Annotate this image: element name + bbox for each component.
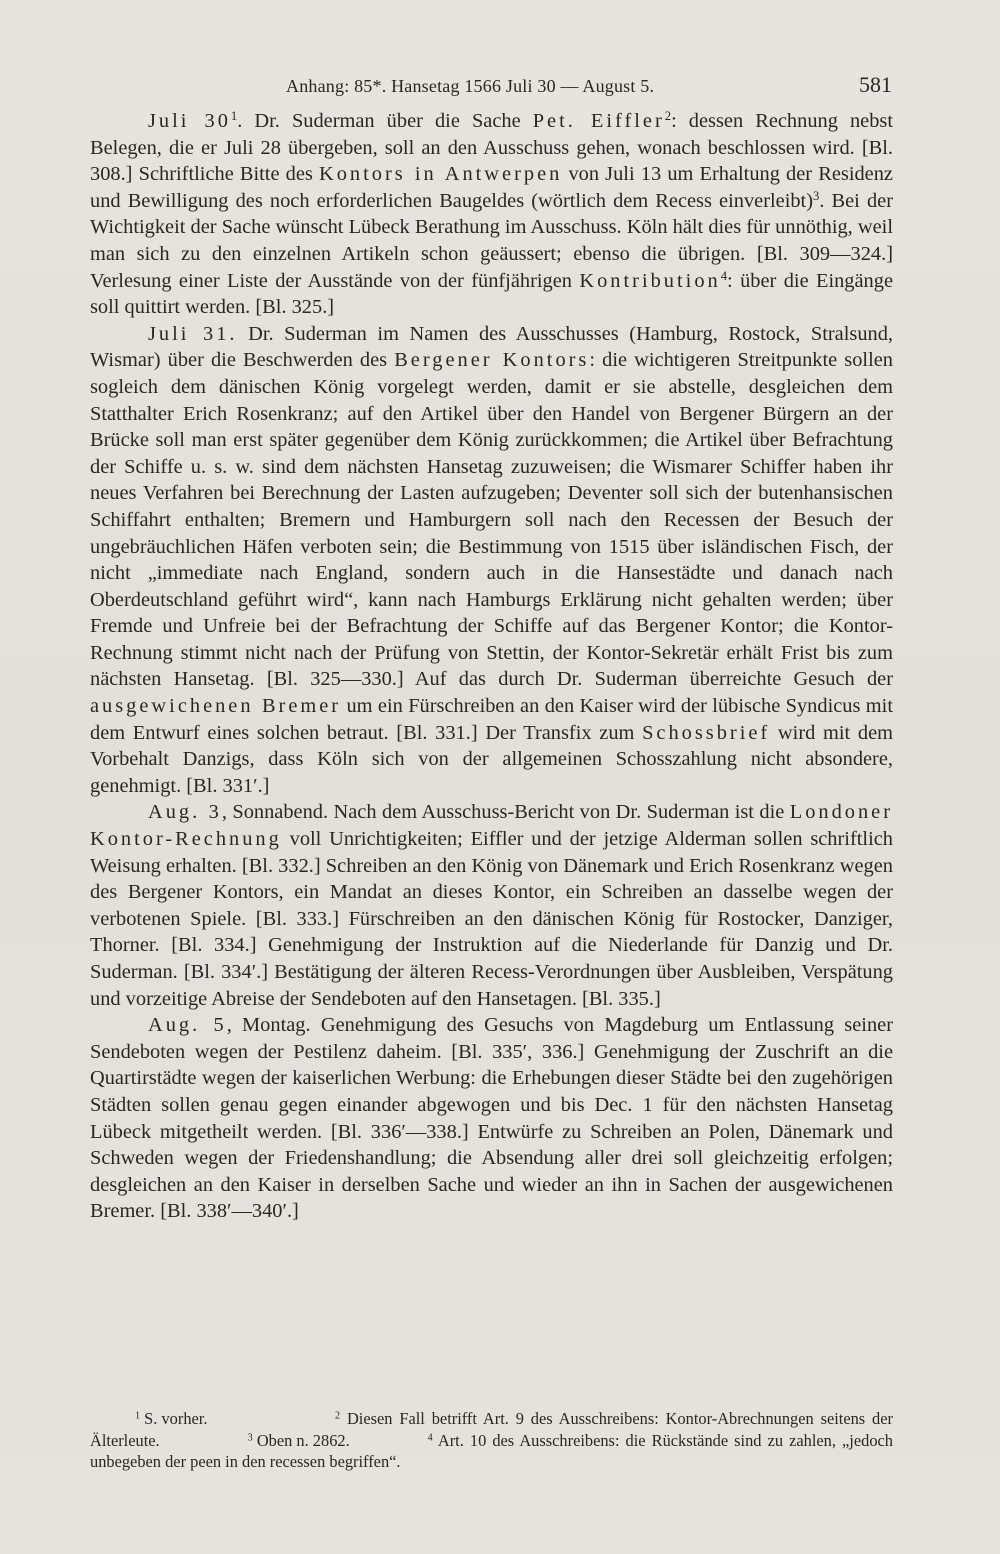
footnote-ref: 3 (813, 188, 820, 203)
paragraph-text: : die wichtigeren Streitpunkte sollen sogleich dem dänischen König vorgelegt werden, damit er sie abstelle, desgleichen dem Statthalter Erich Rosenkranz; auf den Artikel über den Handel von Bergener Bürgern an der Brücke soll man erst später gegenüber dem König zurückkommen; die Artikel über Befrachtung der Schiffe u. s. w. sind dem nächsten Hansetag zuzuweisen; die Wismarer Schiffer haben ihr neues Verfahren bei Berechnung der Lasten aufzugeben; Deventer soll sich der butenhansischen Schiffahrt enthalten; Bremern und Hamburgern soll nach den Recessen der Besuch der ungebräuchlichen Häfen verboten sein; die Bestimmung von 1515 über isländischen Fisch, der nicht „immediate nach England, sondern auch in die Hansestädte und danach nach Oberdeutschland geführt wird“, kann nach Hamburgs Erklärung nicht gehalten werden; über Fremde und Unfreie bei der Befrachtung der Schiffe auf das Bergener Kontor; die Kontor-Rechnung stimmt nicht nach der Prüfung von Stettin, der Kontor-Sekretär erhält Frist bis zum nächsten Hansetag. [Bl. 325—330.] Auf das durch Dr. Suderman überreichte Gesuch der (90, 349, 893, 691)
date-heading: Aug. 5 (148, 1014, 227, 1037)
page-number: 581 (859, 72, 892, 97)
paragraph-text: Dr. Suderman im Namen des Ausschusses (Hamburg, Rostock, Stralsund, Wismar) über die Beschwerden des (90, 322, 893, 372)
footnote-text: Oben n. 2862. (252, 1430, 350, 1450)
date-heading: Juli 30 (148, 110, 231, 132)
main-text (90, 108, 893, 1225)
footnote-number: 1 (135, 1410, 141, 1422)
date-heading: Aug. 3 (148, 801, 222, 824)
paragraph-text: : über die Eingänge soll quittirt werden. [Bl. 325.] (90, 269, 893, 319)
footnote-ref: 4 (720, 268, 728, 283)
paragraph-text: wird mit dem Vorbehalt Danzigs, dass Köln sich von der allgemeinen Schosszahlung nicht absondere, genehmigt. [Bl. 331′.] (90, 721, 893, 797)
paragraph-text: voll Unrichtigkeiten; Eiffler und der jetzige Alderman sollen schriftlich Weisung erhalten. [Bl. 332.] Schreiben an den König von Dänemark und Erich Rosenkranz wegen des Bergener Kontors, ein Mandat an dieses Kontor, ein Schreiben an dasselbe wegen der verbotenen Spiele. [Bl. 333.] Fürschreiben an den dänischen König für Rostocker, Danziger, Thorner. [Bl. 334.] Genehmigung der Instruktion auf die Niederlande für Danzig und Dr. Suderman. [Bl. 334′.] Bestätigung der älteren Recess-Verordnungen über Ausbleiben, Verspätung und vorzeitige Abreise der Sendeboten auf den Hansetagen. [Bl. 335.] (90, 828, 893, 1010)
page-header (286, 72, 892, 102)
paragraph-text: , Sonnabend. Nach dem Ausschuss-Bericht von Dr. Suderman ist die (221, 801, 790, 824)
footnote-3 (160, 1430, 428, 1452)
footnote-ref: 1 (230, 109, 238, 124)
spaced-name: Pet. Eiffler (532, 110, 665, 132)
paragraph-text: : dessen Rechnung nebst Belegen, die er Juli 28 übergeben, soll an den Ausschuss gehen, wonach beschlossen wird. [Bl. 308.] Schriftliche Bitte des (90, 110, 894, 186)
footnote-text: Art. 10 des Ausschreibens: die Rückstände sind zu zahlen, „jedoch unbegeben der peen in den recessen begriffen“. (90, 1430, 893, 1471)
paragraph-aug-5 (90, 1012, 893, 1225)
footnote-number: 2 (335, 1410, 341, 1422)
spaced-term: Londoner Kontor-Rechnung (90, 801, 894, 851)
paragraph-text: um ein Fürschreiben an den Kaiser wird der lübische Syndicus mit dem Entwurf eines solchen betraut. [Bl. 331.] Der Transfix zum (90, 695, 893, 744)
footnote-number: 3 (247, 1431, 253, 1443)
spaced-term: Schossbrief (642, 721, 771, 744)
footnote-text: Diesen Fall betrifft Art. 9 des Ausschreibens: Kontor-Abrechnungen seitens der Älterleute. (90, 1409, 893, 1450)
spaced-term: ausgewichenen Bremer (90, 695, 342, 718)
footnote-1 (90, 1408, 335, 1430)
footnote-number: 4 (427, 1431, 433, 1443)
footnote-line (90, 1408, 893, 1473)
paragraph-text: . Bei der Wichtigkeit der Sache wünscht Lübeck Berathung im Ausschuss. Köln hält dies für unnöthig, weil man sich zu den einzelnen Artikeln schon geäussert; ebenso die übrigen. [Bl. 309—324.] Verlesung einer Liste der Ausstände von der fünfjährigen (90, 189, 893, 292)
footnote-ref: 2 (664, 109, 672, 124)
spaced-term: Kontribution (579, 269, 721, 292)
paragraph-text: , Montag. Genehmigung des Gesuchs von Magdeburg um Entlassung seiner Sendeboten wegen der Pestilenz daheim. [Bl. 335′, 336.] Genehmigung der Zuschrift an die Quartirstädte wegen der kaiserlichen Werbung: die Erhebungen dieser Städte bei den zugehörigen Städten sollen genau gegen einander abgewogen und bis Dec. 1 für den nächsten Hansetag Lübeck mitgetheilt werden. [Bl. 336′—338.] Entwürfe zu Schreiben an Polen, Dänemark und Schweden wegen der Friedenshandlung; die Absendung aller drei soll gleichzeitig erfolgen; desgleichen an den Kaiser in derselben Sache und wieder an ihn in Sachen der ausgewichenen Bremer. [Bl. 338′—340′.] (90, 1014, 893, 1223)
footnotes (90, 1408, 893, 1473)
running-head: Anhang: 85*. Hansetag 1566 Juli 30 — August 5. (286, 76, 655, 96)
paragraph-juli-31 (90, 321, 893, 800)
paragraph-juli-30 (90, 108, 893, 321)
paragraph-text: von Juli 13 um Erhaltung der Residenz und Bewilligung des noch erforderlichen Baugeldes (wörtlich dem Recess einverleibt) (90, 163, 893, 212)
spaced-term: Bergener Kontors (394, 349, 590, 372)
date-heading: Juli 31. (148, 322, 238, 345)
paragraph-text: . Dr. Suderman über die Sache (237, 110, 533, 132)
footnote-text: S. vorher. (140, 1409, 208, 1428)
spaced-term: Kontors in Antwerpen (319, 163, 563, 186)
paragraph-aug-3 (90, 799, 893, 1012)
